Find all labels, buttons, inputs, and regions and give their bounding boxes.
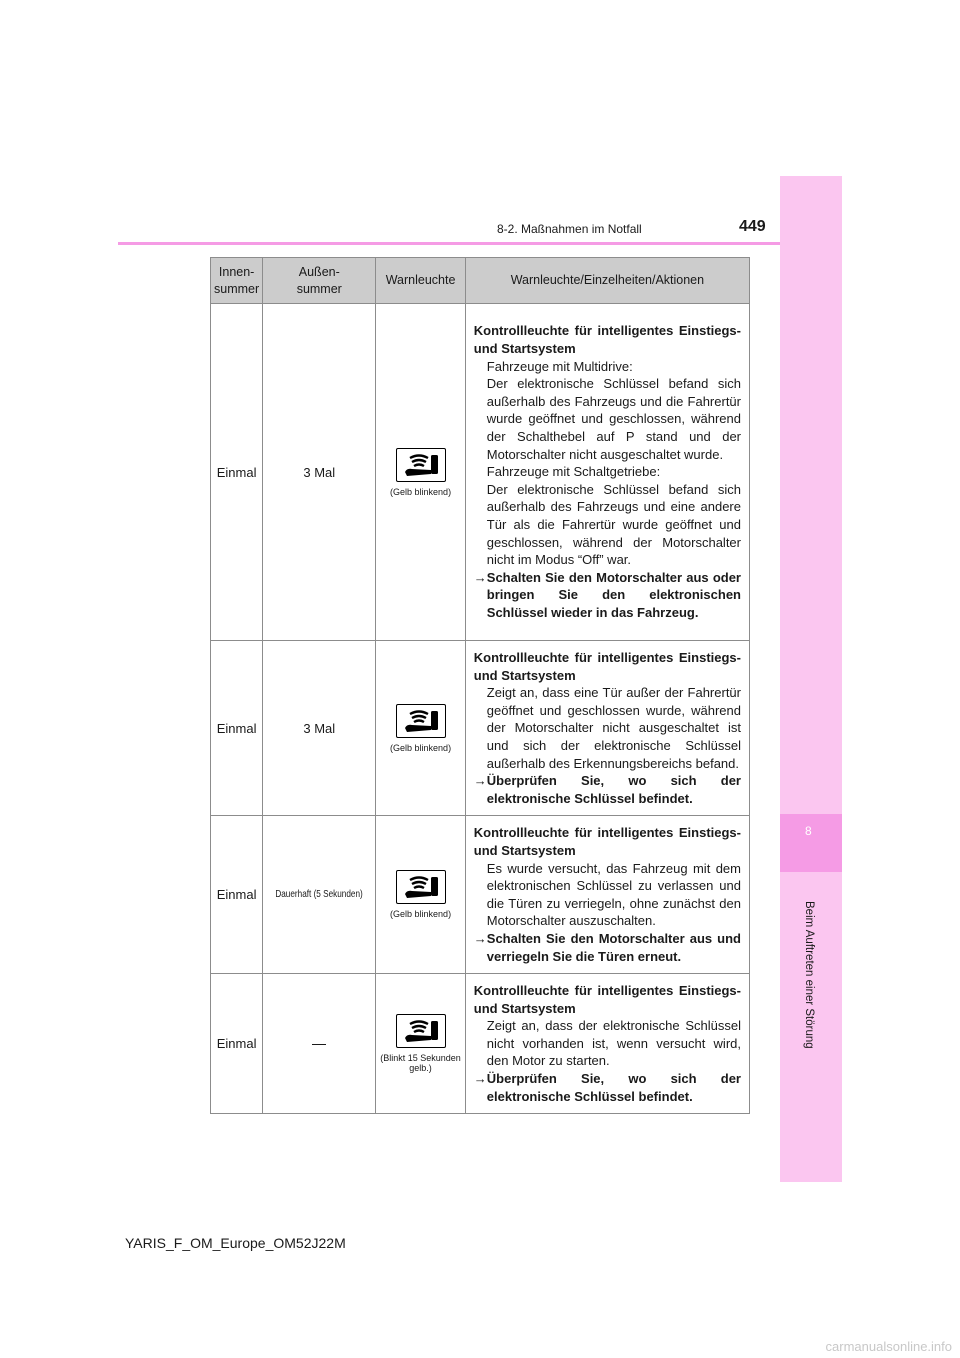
- cell-details: [465, 641, 749, 816]
- action-text: Überprüfen Sie, wo sich der elektronische Schlüssel befindet.: [486, 773, 741, 806]
- header-rule: [118, 242, 780, 245]
- detail-text: Der elektronische Schlüssel befand sich außerhalb des Fahrzeugs und eine andere Tür als die Fahrertür wurde geöffnet und geschlossen, während der Motorschalter nicht im Modus “Off” war.: [486, 481, 741, 568]
- icon-caption: (Gelb blinkend): [390, 742, 452, 753]
- header-aussen: Außen- summer: [263, 258, 376, 304]
- detail-text: Zeigt an, dass eine Tür außer der Fahrertür geöffnet und geschlossen wurde, während der Motorschalter nicht ausgeschaltet ist und sich der elektronische Schlüssel außerhalb des Erkennungsbereichs befand.: [486, 685, 741, 771]
- section-title: 8-2. Maßnahmen im Notfall: [497, 222, 642, 236]
- arrow-icon: →: [473, 930, 487, 946]
- cell-icon: [376, 974, 465, 1114]
- page-number: 449: [739, 218, 766, 235]
- detail-title: Kontrollleuchte für intelligentes Einstiegs- und Startsystem: [473, 650, 741, 683]
- cell-aussen: 3 Mal: [263, 641, 376, 816]
- table-row: [211, 816, 750, 974]
- arrow-icon: →: [473, 569, 487, 585]
- action-line: [474, 930, 741, 965]
- header-warnleuchte: Warnleuchte: [376, 258, 465, 304]
- detail-title: Kontrollleuchte für intelligentes Einstiegs- und Startsystem: [473, 983, 741, 1016]
- icon-caption: (Gelb blinkend): [390, 486, 452, 497]
- cell-details: [465, 816, 749, 974]
- cell-innen: Einmal: [211, 974, 263, 1114]
- detail-text: Fahrzeuge mit Schaltgetriebe:: [486, 464, 661, 480]
- detail-text: Es wurde versucht, das Fahrzeug mit dem elektronischen Schlüssel zu verlassen und die Türen zu verriegeln, ohne zunächst den Motorschalter auszuschalten.: [486, 860, 741, 929]
- cell-icon: [376, 304, 465, 641]
- cell-details: [465, 974, 749, 1114]
- duration-label: Dauerhaft (5 Sekunden): [275, 888, 363, 901]
- document-id: YARIS_F_OM_Europe_OM52J22M: [125, 1235, 346, 1251]
- action-text: Schalten Sie den Motorschalter aus oder bringen Sie den elektronischen Schlüssel wieder in das Fahrzeug.: [486, 569, 741, 620]
- detail-text: Fahrzeuge mit Multidrive:: [486, 358, 633, 374]
- action-text: Schalten Sie den Motorschalter aus und verriegeln Sie die Türen erneut.: [486, 930, 741, 964]
- cell-innen: Einmal: [211, 816, 263, 974]
- cell-icon: [376, 816, 465, 974]
- smart-key-warning-icon: [396, 448, 446, 482]
- no-signal-dash: [312, 1044, 326, 1045]
- action-line: [474, 1070, 741, 1105]
- detail-title: Kontrollleuchte für intelligentes Einstiegs- und Startsystem: [473, 323, 741, 357]
- chapter-number: 8: [805, 824, 812, 838]
- icon-caption: (Gelb blinkend): [390, 909, 452, 920]
- table-header-row: [211, 258, 750, 304]
- smart-key-warning-icon: [396, 870, 446, 904]
- smart-key-warning-icon: [396, 1014, 446, 1048]
- cell-icon: [376, 641, 465, 816]
- arrow-icon: →: [473, 1071, 487, 1087]
- detail-title: Kontrollleuchte für intelligentes Einstiegs- und Startsystem: [473, 825, 741, 858]
- cell-innen: Einmal: [211, 304, 263, 641]
- header-innen: Innen- summer: [211, 258, 263, 304]
- action-line: [474, 569, 741, 622]
- chapter-label: Beim Auftreten einer Störung: [803, 901, 815, 1049]
- action-text: Überprüfen Sie, wo sich der elektronische Schlüssel befindet.: [486, 1071, 741, 1104]
- header-details: Warnleuchte/Einzelheiten/Aktionen: [465, 258, 749, 304]
- cell-aussen: [263, 974, 376, 1114]
- cell-details: [465, 304, 749, 641]
- cell-aussen: 3 Mal: [263, 304, 376, 641]
- table-row: [211, 641, 750, 816]
- icon-caption: (Blinkt 15 Sekunden gelb.): [380, 1053, 461, 1074]
- table-row: [211, 974, 750, 1114]
- cell-innen: Einmal: [211, 641, 263, 816]
- detail-text: Zeigt an, dass der elektronische Schlüssel nicht vorhanden ist, wenn versucht wird, den Motor zu starten.: [486, 1018, 741, 1069]
- cell-aussen: [263, 816, 376, 974]
- warning-table: [210, 257, 750, 1114]
- watermark: carmanualsonline.info: [825, 1339, 952, 1354]
- table-row: [211, 304, 750, 641]
- smart-key-warning-icon: [396, 704, 446, 738]
- chapter-number-block: [780, 814, 842, 872]
- action-line: [474, 772, 741, 807]
- arrow-icon: →: [473, 773, 487, 789]
- detail-text: Der elektronische Schlüssel befand sich außerhalb des Fahrzeugs und die Fahrertür wurde geöffnet und geschlossen, während der Schalthebel auf P stand und der Motorschalter nicht ausgeschaltet wurde.: [486, 376, 741, 462]
